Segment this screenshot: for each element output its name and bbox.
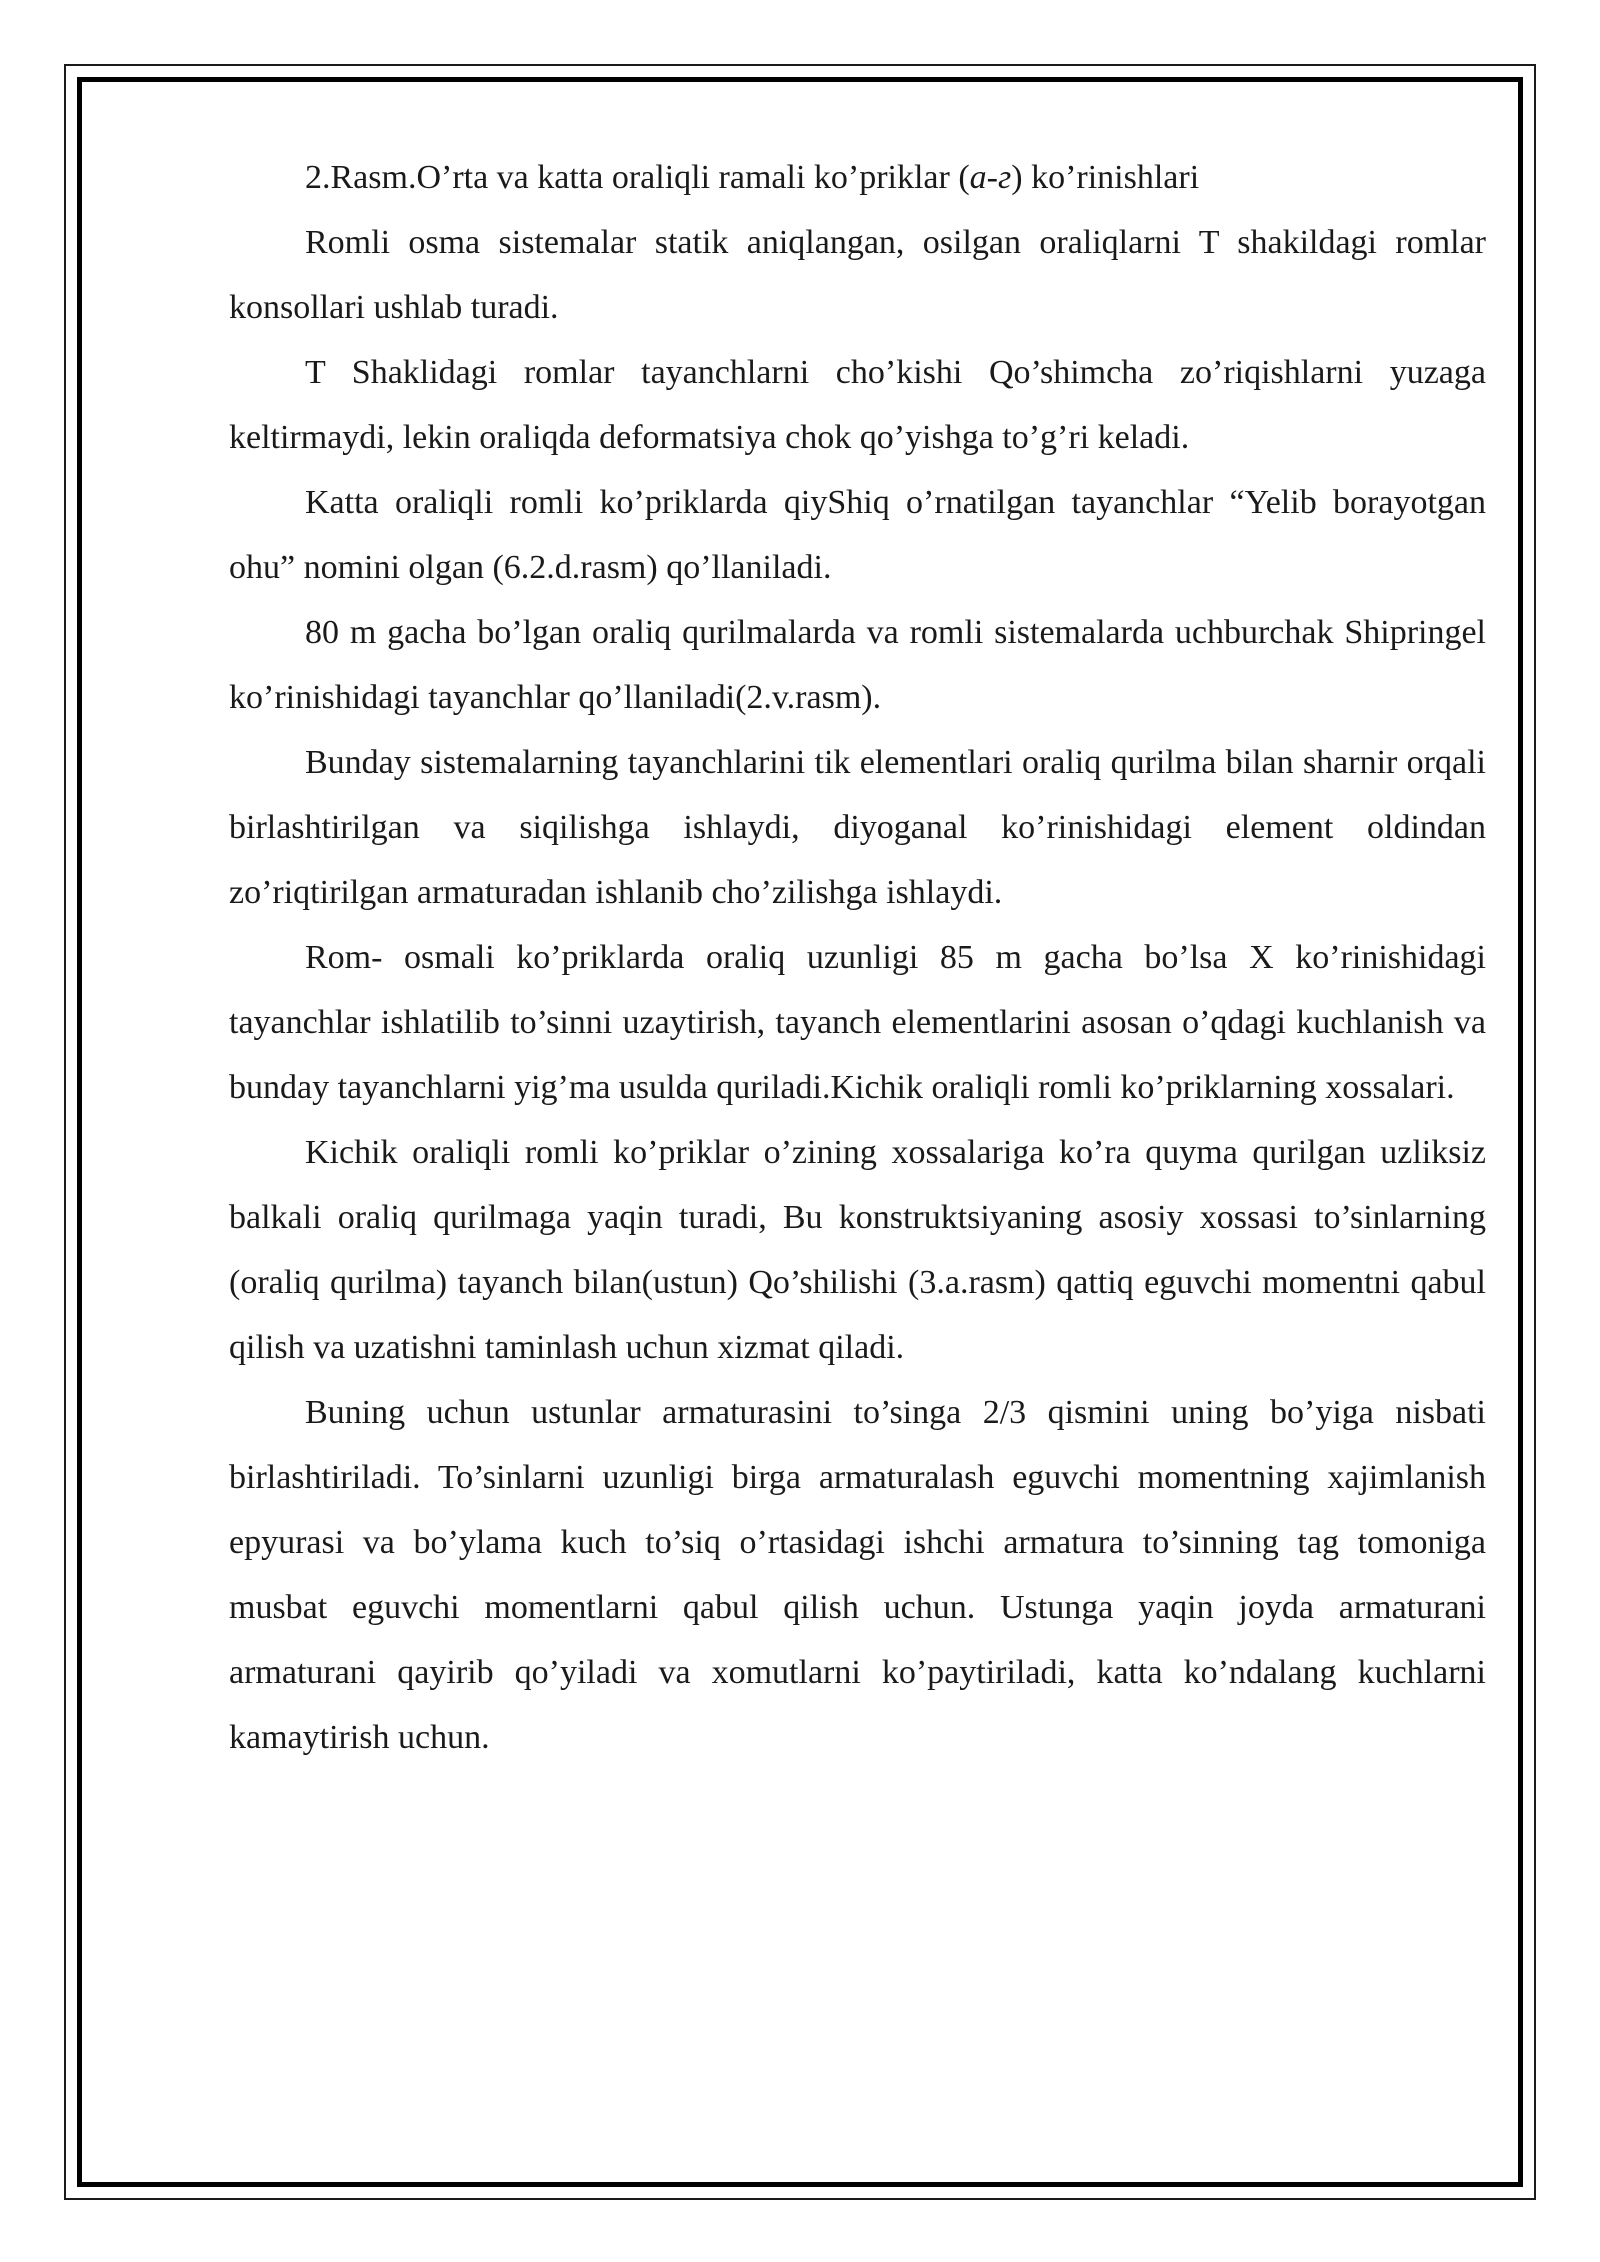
caption-text: 2.Rasm.O’rta va katta oraliqli ramali ko’priklar ( bbox=[305, 159, 970, 196]
paragraph-5: Bunday sistemalarning tayanchlarini tik elementlari oraliq qurilma bilan sharnir orqali birlashtirilgan va siqilishga ishlaydi, diyoganal ko’rinishidagi element oldindan zo’riqtirilgan armaturadan ishlanib cho’zilishga ishlaydi. bbox=[229, 744, 1486, 911]
paragraph-1: Romli osma sistemalar statik aniqlangan, osilgan oraliqlarni T shakildagi romlar konsollari ushlab turadi. bbox=[229, 224, 1486, 326]
document-body bbox=[229, 145, 1486, 1770]
caption-italic-letters: а-г bbox=[969, 159, 1012, 196]
caption-suffix: ) ko’rinishlari bbox=[1011, 159, 1200, 196]
paragraph-7: Kichik oraliqli romli ko’priklar o’zining xossalariga ko’ra quyma qurilgan uzliksiz balkali oraliq qurilmaga yaqin turadi, Bu konstruktsiyaning asosiy xossasi to’sinlarning (oraliq qurilma) tayanch bilan(ustun) Qo’shilishi (3.a.rasm) qattiq eguvchi momentni qabul qilish va uzatishni taminlash uchun xizmat qiladi. bbox=[229, 1134, 1486, 1366]
paragraph-8: Buning uchun ustunlar armaturasini to’singa 2/3 qismini uning bo’yiga nisbati birlashtiriladi. To’sinlarni uzunligi birga armaturalash eguvchi momentning xajimlanish epyurasi va bo’ylama kuch to’siq o’rtasidagi ishchi armatura to’sinning tag tomoniga musbat eguvchi momentlarni qabul qilish uchun. Ustunga yaqin joyda armaturani armaturani qayirib qo’yiladi va xomutlarni ko’paytiriladi, katta ko’ndalang kuchlarni kamaytirish uchun. bbox=[229, 1394, 1486, 1756]
paragraph-4: 80 m gacha bo’lgan oraliq qurilmalarda va romli sistemalarda uchburchak Shipringel ko’rinishidagi tayanchlar qo’llaniladi(2.v.rasm). bbox=[229, 614, 1486, 716]
figure-caption bbox=[229, 145, 1486, 210]
paragraph-2: T Shaklidagi romlar tayanchlarni cho’kishi Qo’shimcha zo’riqishlarni yuzaga keltirmaydi, lekin oraliqda deformatsiya chok qo’yishga to’g’ri keladi. bbox=[229, 354, 1486, 456]
paragraph-3: Katta oraliqli romli ko’priklarda qiyShiq o’rnatilgan tayanchlar “Yelib borayotgan ohu” nomini olgan (6.2.d.rasm) qo’llaniladi. bbox=[229, 484, 1486, 586]
paragraph-6: Rom- osmali ko’priklarda oraliq uzunligi 85 m gacha bo’lsa X ko’rinishidagi tayanchlar ishlatilib to’sinni uzaytirish, tayanch elementlarini asosan o’qdagi kuchlanish va bunday tayanchlarni yig’ma usulda quriladi.Kichik oraliqli romli ko’priklarning xossalari. bbox=[229, 939, 1486, 1106]
